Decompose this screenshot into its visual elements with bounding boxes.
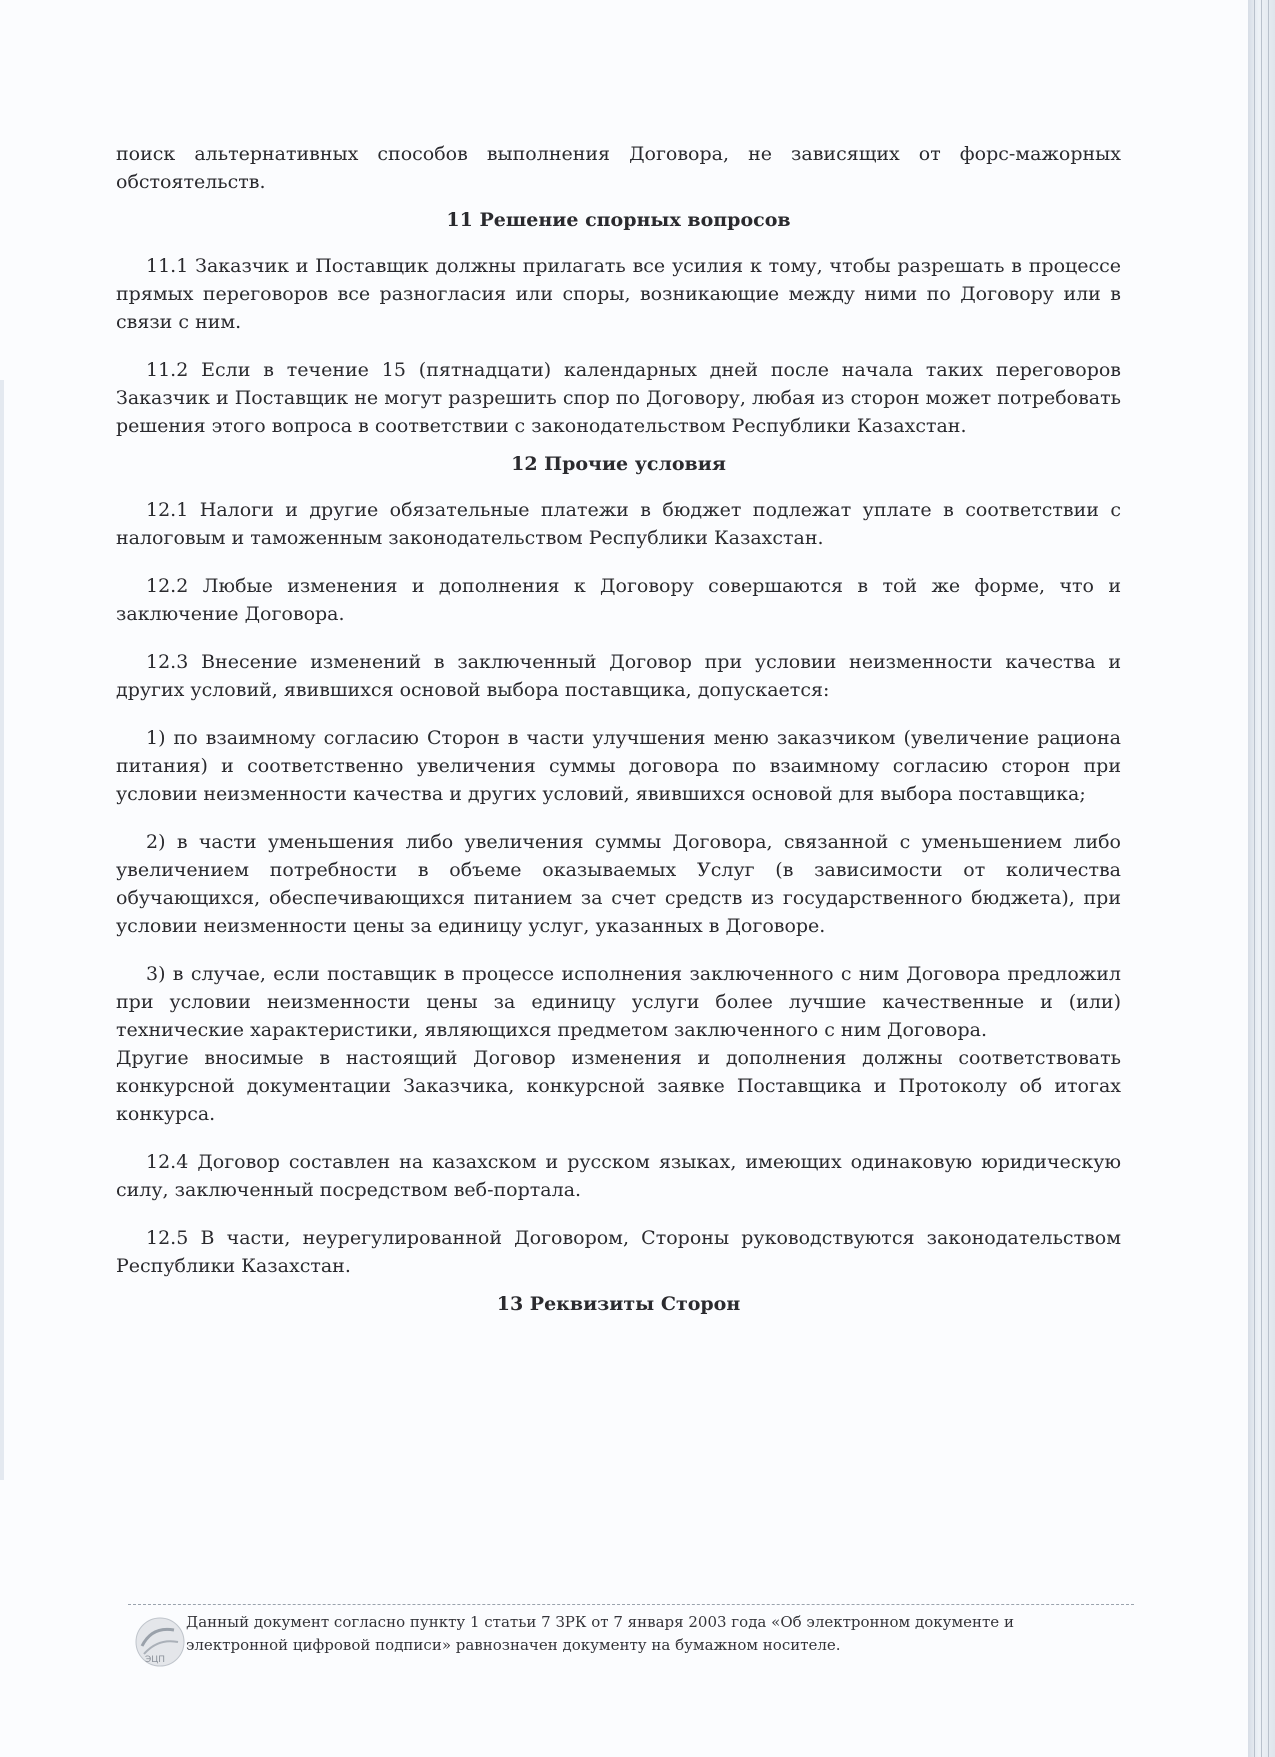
clause-12-1: 12.1 Налоги и другие обязательные платежи в бюджет подлежат уплате в соответствии с налоговым и таможенным законодательством Республики Казахстан. <box>116 499 1121 549</box>
clause-12-3-continuation: Другие вносимые в настоящий Договор изменения и дополнения должны соответствовать конкурсной документации Заказчика, конкурсной заявке Поставщика и Протоколу об итогах конкурса. <box>116 1047 1121 1125</box>
clause-12-3-item-3: 3) в случае, если поставщик в процессе исполнения заключенного с ним Договора предложил при условии неизменности цены за единицу услуги более лучшие качественные и (или) технические характеристики, являющихся предметом заключенного с ним Договора. <box>116 963 1121 1041</box>
document-body <box>116 140 1121 1318</box>
intro-paragraph: поиск альтернативных способов выполнения Договора, не зависящих от форс-мажорных обстоятельств. <box>116 143 1121 193</box>
scan-edge-mark <box>0 380 4 1480</box>
footer-divider <box>128 1604 1134 1605</box>
clause-11-1: 11.1 Заказчик и Поставщик должны прилагать все усилия к тому, чтобы разрешать в процессе прямых переговоров все разногласия или споры, возникающие между ними по Договору или в связи с ним. <box>116 255 1121 333</box>
clause-11-2: 11.2 Если в течение 15 (пятнадцати) календарных дней после начала таких переговоров Заказчик и Поставщик не могут разрешить спор по Договору, любая из сторон может потребовать решения этого вопроса в соответствии с законодательством Республики Казахстан. <box>116 359 1121 437</box>
stacked-pages-edge <box>1248 0 1275 1757</box>
e-signature-seal-icon <box>134 1616 186 1668</box>
section-12-title: 12 Прочие условия <box>511 453 726 475</box>
footer-legal-note: Данный документ согласно пункту 1 статьи 7 ЗРК от 7 января 2003 года «Об электронном документе и электронной цифровой подписи» равнозначен документу на бумажном носителе. <box>186 1613 1014 1654</box>
clause-12-3-item-2: 2) в части уменьшения либо увеличения суммы Договора, связанной с уменьшением либо увеличением потребности в объеме оказываемых Услуг (в зависимости от количества обучающихся, обеспечивающихся питанием за счет средств из государственного бюджета), при условии неизменности цены за единицу услуг, указанных в Договоре. <box>116 831 1121 937</box>
clause-12-3: 12.3 Внесение изменений в заключенный Договор при условии неизменности качества и других условий, явившихся основой выбора поставщика, допускается: <box>116 651 1121 701</box>
section-13-title: 13 Реквизиты Сторон <box>496 1293 741 1315</box>
section-11-title: 11 Решение спорных вопросов <box>446 209 791 231</box>
clause-12-5: 12.5 В части, неурегулированной Договором, Стороны руководствуются законодательством Республики Казахстан. <box>116 1227 1121 1277</box>
svg-text:ЭЦП: ЭЦП <box>145 1655 166 1665</box>
clause-12-3-item-1: 1) по взаимному согласию Сторон в части улучшения меню заказчиком (увеличение рациона питания) и соответственно увеличения суммы договора по взаимному согласию сторон при условии неизменности качества и других условий, явившихся основой для выбора поставщика; <box>116 727 1121 805</box>
clause-12-2: 12.2 Любые изменения и дополнения к Договору совершаются в той же форме, что и заключение Договора. <box>116 575 1121 625</box>
clause-12-4: 12.4 Договор составлен на казахском и русском языках, имеющих одинаковую юридическую силу, заключенный посредством веб-портала. <box>116 1151 1121 1201</box>
